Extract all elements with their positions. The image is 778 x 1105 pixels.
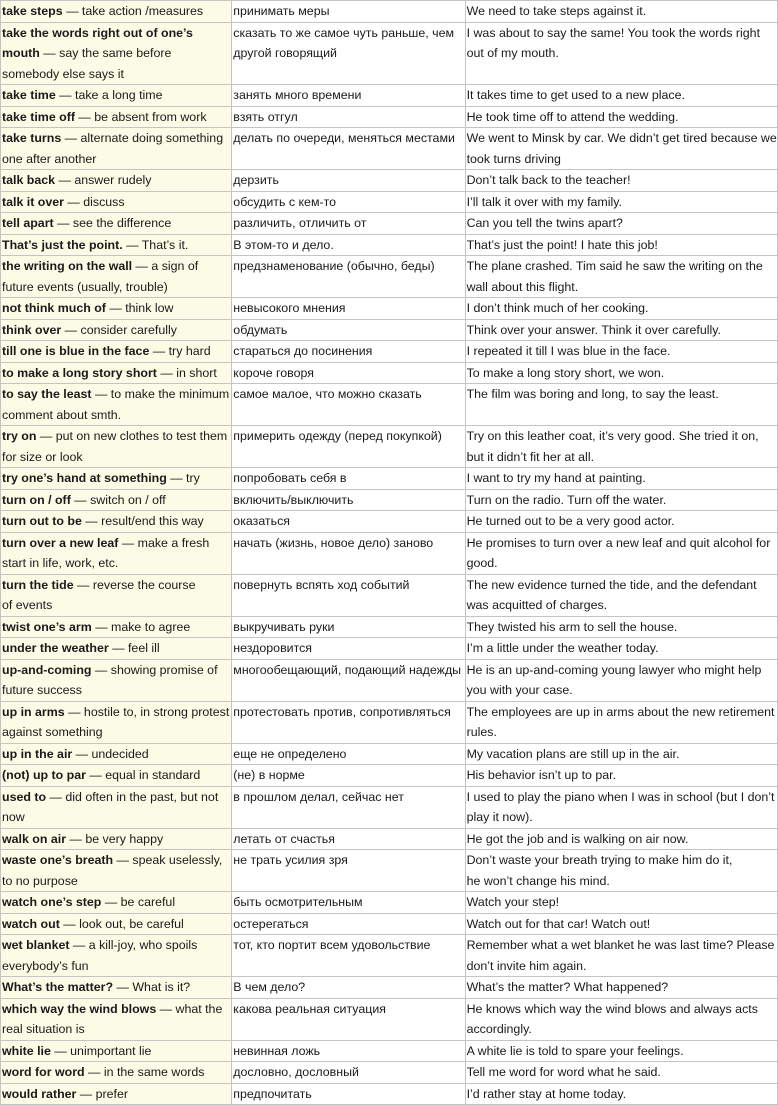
- idiom-cell: [1, 850, 232, 892]
- table-row: [1, 850, 778, 892]
- example-sentence-cell: [465, 1083, 777, 1105]
- idiom-definition: — in the same words: [84, 1065, 205, 1079]
- example-sentence: I repeated it till I was blue in the face.: [466, 344, 671, 358]
- example-sentence: It takes time to get used to a new place.: [466, 88, 685, 102]
- example-sentence-cell: [465, 616, 777, 638]
- example-sentence-cell: [465, 765, 777, 787]
- idiom-definition: — switch on / off: [70, 492, 166, 507]
- russian-translation: принимать меры: [232, 1, 465, 23]
- example-sentence-cell: [465, 213, 777, 235]
- russian-translation: начать (жизнь, новое дело) заново: [232, 532, 465, 574]
- table-row: [1, 786, 778, 828]
- example-sentence: Don’t talk back to the teacher!: [466, 173, 631, 187]
- russian-translation: остерегаться: [232, 913, 465, 935]
- table-row: [1, 234, 778, 256]
- idiom-term: used to: [2, 789, 47, 804]
- idiom-definition: — answer rudely: [55, 173, 152, 187]
- table-row: [1, 128, 778, 170]
- idiom-definition: — did often in the past, but not now: [2, 789, 219, 824]
- idiom-cell: [1, 977, 232, 999]
- idiom-cell: [1, 468, 232, 490]
- example-sentence-cell: [465, 511, 777, 533]
- russian-translation: дословно, дословный: [232, 1062, 465, 1084]
- example-sentence-cell: [465, 786, 777, 828]
- example-sentence: I’m a little under the weather today.: [466, 641, 659, 655]
- idiom-cell: [1, 1040, 232, 1062]
- example-sentence: I used to play the piano when I was in school (but I don’t play it now).: [466, 789, 775, 824]
- idiom-cell: [1, 828, 232, 850]
- example-sentence: He promises to turn over a new leaf and quit alcohol for good.: [466, 535, 771, 570]
- example-sentence: I don’t think much of her cooking.: [466, 301, 649, 315]
- russian-translation: (не) в норме: [232, 765, 465, 787]
- table-row: [1, 977, 778, 999]
- table-row: [1, 892, 778, 914]
- idiom-definition: — equal in standard: [85, 768, 201, 782]
- example-sentence: I’d rather stay at home today.: [466, 1086, 627, 1101]
- russian-translation: дерзить: [232, 170, 465, 192]
- idiom-term: waste one’s breath: [2, 853, 114, 867]
- table-row: [1, 998, 778, 1040]
- example-sentence: Tell me word for word what he said.: [466, 1065, 661, 1079]
- idiom-cell: [1, 128, 232, 170]
- idiom-definition: — try: [166, 471, 200, 485]
- russian-translation: короче говоря: [232, 362, 465, 384]
- idiom-cell: [1, 489, 232, 511]
- russian-translation: В чем дело?: [232, 977, 465, 999]
- example-sentence: Think over your answer. Think it over carefully.: [466, 322, 721, 337]
- idiom-term: take time off: [2, 109, 75, 124]
- table-row: [1, 701, 778, 743]
- idiom-term: What’s the matter?: [2, 980, 114, 994]
- idiom-term: try one’s hand at something: [2, 471, 167, 485]
- example-sentence-cell: [465, 468, 777, 490]
- example-sentence: Don’t waste your breath trying to make him do it,: [466, 853, 733, 867]
- idiom-definition: — be careful: [101, 895, 176, 909]
- table-row: [1, 659, 778, 701]
- idiom-term: That’s just the point.: [2, 237, 123, 252]
- table-row: [1, 532, 778, 574]
- example-sentence-cell: [465, 298, 777, 320]
- idiom-term: take time: [2, 88, 56, 102]
- example-sentence-cell: [465, 1, 777, 23]
- russian-translation: сказать то же самое чуть раньше, чем другой говорящий: [232, 22, 465, 85]
- example-sentence-cell: [465, 128, 777, 170]
- table-row: [1, 191, 778, 213]
- idiom-term: walk on air: [2, 831, 67, 846]
- example-sentence-cell: [465, 828, 777, 850]
- idiom-definition: — result/end this way: [81, 514, 204, 528]
- table-row: [1, 213, 778, 235]
- example-sentence-cell: [465, 1040, 777, 1062]
- idiom-cell: [1, 362, 232, 384]
- idiom-cell: [1, 256, 232, 298]
- example-sentence-cell: [465, 743, 777, 765]
- idiom-definition: — take action /measures: [62, 4, 204, 18]
- example-sentence-cell: [465, 362, 777, 384]
- idiom-definition: — speak uselessly,: [113, 853, 223, 867]
- table-row: [1, 426, 778, 468]
- idiom-definition: — That’s it.: [122, 237, 189, 252]
- idiom-definition: — consider carefully: [61, 322, 177, 337]
- idiom-term: talk it over: [2, 194, 64, 209]
- idiom-cell: [1, 106, 232, 128]
- example-sentence: That’s just the point! I hate this job!: [466, 237, 658, 252]
- table-row: [1, 298, 778, 320]
- idiom-cell: [1, 638, 232, 660]
- idiom-definition: — take a long time: [55, 88, 163, 102]
- idiom-definition: — what the real situation is: [2, 1001, 223, 1036]
- idiom-term: watch one’s step: [2, 895, 102, 909]
- table-row: [1, 489, 778, 511]
- idiom-definition: — unimportant lie: [50, 1043, 152, 1058]
- idiom-term: watch out: [2, 916, 60, 931]
- example-sentence: The new evidence turned the tide, and the defendant was acquitted of charges.: [466, 577, 757, 612]
- example-sentence-cell: [465, 234, 777, 256]
- idiom-term: (not) up to par: [2, 768, 86, 782]
- example-sentence-cell: [465, 638, 777, 660]
- example-sentence-cell: [465, 191, 777, 213]
- table-row: [1, 574, 778, 616]
- idiom-cell: [1, 384, 232, 426]
- russian-translation: повернуть вспять ход событий: [232, 574, 465, 616]
- example-sentence-cell: [465, 532, 777, 574]
- idiom-cell: [1, 1, 232, 23]
- table-row: [1, 319, 778, 341]
- example-sentence: He knows which way the wind blows and always acts accordingly.: [466, 1001, 758, 1036]
- table-row: [1, 170, 778, 192]
- idiom-cell: [1, 511, 232, 533]
- idiom-term: up in the air: [2, 746, 73, 761]
- russian-translation: быть осмотрительным: [232, 892, 465, 914]
- table-row: [1, 22, 778, 85]
- example-sentence-cell: [465, 913, 777, 935]
- example-sentence-cell: [465, 170, 777, 192]
- idiom-cell: [1, 616, 232, 638]
- idiom-term: which way the wind blows: [2, 1001, 157, 1016]
- idiom-cell: [1, 935, 232, 977]
- idiom-definition: — make to agree: [91, 619, 191, 634]
- example-sentence-cell: [465, 22, 777, 85]
- idiom-cell: [1, 765, 232, 787]
- idiom-definition: — see the difference: [53, 216, 172, 230]
- example-sentence: His behavior isn’t up to par.: [466, 768, 617, 782]
- idiom-cell: [1, 191, 232, 213]
- idiom-definition: — What is it?: [113, 980, 191, 994]
- idiom-cell: [1, 786, 232, 828]
- example-sentence-cell: [465, 85, 777, 107]
- table-row: [1, 85, 778, 107]
- idiom-term: till one is blue in the face: [2, 344, 150, 358]
- idiom-term: talk back: [2, 173, 56, 187]
- table-row: [1, 1, 778, 23]
- idiom-cell: [1, 341, 232, 363]
- example-sentence-cell: [465, 426, 777, 468]
- russian-translation: обдумать: [232, 319, 465, 341]
- example-sentence: The plane crashed. Tim said he saw the writing on the wall about this flight.: [466, 259, 763, 294]
- example-sentence: Watch your step!: [466, 895, 560, 909]
- example-sentence-cell: [465, 384, 777, 426]
- idiom-term: turn the tide: [2, 577, 74, 592]
- example-sentence-cell: [465, 850, 777, 892]
- idiom-definition: — put on new clothes to test them for size or look: [2, 429, 228, 464]
- russian-translation: в прошлом делал, сейчас нет: [232, 786, 465, 828]
- idiom-term: to make a long story short: [2, 365, 157, 380]
- idiom-definition: — a kill-joy, who spoils everybody’s fun: [2, 938, 198, 973]
- russian-translation: какова реальная ситуация: [232, 998, 465, 1040]
- idiom-definition: — feel ill: [108, 641, 160, 655]
- idiom-term: turn over a new leaf: [2, 535, 119, 550]
- russian-translation: тот, кто портит всем удовольствие: [232, 935, 465, 977]
- idiom-term: take steps: [2, 4, 63, 18]
- example-sentence-cell: [465, 977, 777, 999]
- example-sentence: Remember what a wet blanket he was last time? Please don’t invite him again.: [466, 938, 775, 973]
- russian-translation: протестовать против, сопротивляться: [232, 701, 465, 743]
- russian-translation: не трать усилия зря: [232, 850, 465, 892]
- table-row: [1, 913, 778, 935]
- example-sentence-cell: [465, 106, 777, 128]
- example-sentence: I was about to say the same! You took the words right out of my mouth.: [466, 25, 761, 60]
- table-row: [1, 765, 778, 787]
- idiom-cell: [1, 85, 232, 107]
- idiom-term: up in arms: [2, 704, 65, 719]
- example-sentence-cell: [465, 574, 777, 616]
- russian-translation: предпочитать: [232, 1083, 465, 1105]
- russian-translation: невысокого мнения: [232, 298, 465, 320]
- example-sentence: I’ll talk it over with my family.: [466, 194, 622, 209]
- idiom-definition: — look out, be careful: [59, 916, 184, 931]
- table-row: [1, 1083, 778, 1105]
- idiom-definition: — say the same before somebody else says it: [2, 46, 172, 81]
- idiom-term: the writing on the wall: [2, 259, 133, 273]
- idiom-term: twist one’s arm: [2, 619, 92, 634]
- russian-translation: выкручивать руки: [232, 616, 465, 638]
- idiom-term: wet blanket: [2, 938, 70, 952]
- table-row: [1, 616, 778, 638]
- example-sentence-cell: [465, 319, 777, 341]
- idiom-term: would rather: [2, 1086, 77, 1101]
- table-row: [1, 1040, 778, 1062]
- table-row: [1, 341, 778, 363]
- idiom-cell: [1, 170, 232, 192]
- idiom-definition: — showing promise of future success: [2, 662, 218, 697]
- idioms-table-body: [1, 1, 778, 1105]
- russian-translation: различить, отличить от: [232, 213, 465, 235]
- example-sentence-continued: he won’t change his mind.: [466, 873, 610, 888]
- example-sentence-cell: [465, 935, 777, 977]
- idiom-cell: [1, 998, 232, 1040]
- idiom-cell: [1, 701, 232, 743]
- russian-translation: занять много времени: [232, 85, 465, 107]
- table-row: [1, 638, 778, 660]
- idiom-cell: [1, 574, 232, 616]
- idiom-term: take the words right out of one’s mouth: [2, 25, 193, 60]
- russian-translation: В этом-то и дело.: [232, 234, 465, 256]
- russian-translation: самое малое, что можно сказать: [232, 384, 465, 426]
- idiom-term: take turns: [2, 131, 62, 145]
- example-sentence: I want to try my hand at painting.: [466, 471, 646, 485]
- russian-translation: включить/выключить: [232, 489, 465, 511]
- idiom-definition: — hostile to, in strong protest against something: [2, 704, 230, 739]
- example-sentence: A white lie is told to spare your feelings.: [466, 1043, 684, 1058]
- example-sentence-cell: [465, 892, 777, 914]
- idiom-term: turn on / off: [2, 492, 71, 507]
- example-sentence: Turn on the radio. Turn off the water.: [466, 492, 667, 507]
- table-row: [1, 511, 778, 533]
- table-row: [1, 935, 778, 977]
- table-row: [1, 468, 778, 490]
- idiom-cell: [1, 426, 232, 468]
- example-sentence: Can you tell the twins apart?: [466, 216, 623, 230]
- russian-translation: попробовать себя в: [232, 468, 465, 490]
- table-row: [1, 256, 778, 298]
- example-sentence-cell: [465, 998, 777, 1040]
- idiom-cell: [1, 213, 232, 235]
- idiom-definition: — alternate doing something one after another: [2, 131, 224, 166]
- idiom-term: under the weather: [2, 641, 109, 655]
- example-sentence-cell: [465, 659, 777, 701]
- example-sentence: He turned out to be a very good actor.: [466, 514, 675, 528]
- idiom-cell: [1, 532, 232, 574]
- table-row: [1, 828, 778, 850]
- example-sentence: To make a long story short, we won.: [466, 365, 665, 380]
- example-sentence: He took time off to attend the wedding.: [466, 109, 679, 124]
- idiom-cell: [1, 743, 232, 765]
- idiom-cell: [1, 913, 232, 935]
- idiom-definition: — be absent from work: [74, 109, 207, 124]
- example-sentence: The employees are up in arms about the new retirement rules.: [466, 704, 775, 739]
- example-sentence: We went to Minsk by car. We didn’t get tired because we took turns driving: [466, 131, 777, 166]
- idiom-term: tell apart: [2, 216, 54, 230]
- idiom-cell: [1, 22, 232, 85]
- russian-translation: невинная ложь: [232, 1040, 465, 1062]
- idiom-definition: — to make the minimum comment about smth.: [2, 387, 230, 422]
- example-sentence: He got the job and is walking on air now.: [466, 831, 689, 846]
- table-row: [1, 384, 778, 426]
- russian-translation: многообещающий, подающий надежды: [232, 659, 465, 701]
- idiom-definition-continued: to no purpose: [2, 873, 78, 888]
- idiom-term: turn out to be: [2, 514, 82, 528]
- russian-translation: предзнаменование (обычно, беды): [232, 256, 465, 298]
- idiom-term: try on: [2, 429, 37, 443]
- idiom-term: think over: [2, 322, 62, 337]
- idiom-cell: [1, 659, 232, 701]
- idiom-definition: — a sign of future events (usually, trouble): [2, 259, 199, 294]
- example-sentence: He is an up-and-coming young lawyer who might help you with your case.: [466, 662, 762, 697]
- idiom-definition-continued: of events: [2, 598, 53, 612]
- idiom-definition: — reverse the course: [73, 577, 196, 592]
- idiom-cell: [1, 1083, 232, 1105]
- russian-translation: делать по очереди, меняться местами: [232, 128, 465, 170]
- idiom-cell: [1, 319, 232, 341]
- russian-translation: оказаться: [232, 511, 465, 533]
- example-sentence: Try on this leather coat, it’s very good. She tried it on, but it didn’t fit her at all.: [466, 429, 759, 464]
- idiom-term: white lie: [2, 1043, 51, 1058]
- russian-translation: нездоровится: [232, 638, 465, 660]
- idiom-definition: — make a fresh start in life, work, etc.: [2, 535, 210, 570]
- idiom-term: word for word: [2, 1065, 85, 1079]
- idiom-definition: — prefer: [76, 1086, 129, 1101]
- table-row: [1, 106, 778, 128]
- idiom-cell: [1, 234, 232, 256]
- idiom-definition: — in short: [156, 365, 217, 380]
- idiom-definition: — be very happy: [66, 831, 164, 846]
- example-sentence: We need to take steps against it.: [466, 4, 647, 18]
- russian-translation: примерить одежду (перед покупкой): [232, 426, 465, 468]
- idiom-term: to say the least: [2, 387, 92, 401]
- example-sentence: They twisted his arm to sell the house.: [466, 619, 678, 634]
- idiom-definition: — discuss: [63, 194, 125, 209]
- example-sentence-cell: [465, 489, 777, 511]
- table-row: [1, 362, 778, 384]
- table-row: [1, 743, 778, 765]
- example-sentence: What’s the matter? What happened?: [466, 980, 669, 994]
- example-sentence: The film was boring and long, to say the least.: [466, 387, 719, 401]
- idiom-term: up-and-coming: [2, 662, 92, 677]
- example-sentence-cell: [465, 256, 777, 298]
- example-sentence-cell: [465, 341, 777, 363]
- russian-translation: взять отгул: [232, 106, 465, 128]
- idiom-cell: [1, 298, 232, 320]
- russian-translation: обсудить с кем-то: [232, 191, 465, 213]
- example-sentence: My vacation plans are still up in the air.: [466, 746, 680, 761]
- idiom-definition: — try hard: [149, 344, 211, 358]
- idiom-term: not think much of: [2, 301, 106, 315]
- russian-translation: еще не определено: [232, 743, 465, 765]
- idiom-cell: [1, 892, 232, 914]
- example-sentence: Watch out for that car! Watch out!: [466, 916, 651, 931]
- example-sentence-cell: [465, 701, 777, 743]
- russian-translation: стараться до посинения: [232, 341, 465, 363]
- idiom-definition: — think low: [105, 301, 174, 315]
- idiom-definition: — undecided: [72, 746, 149, 761]
- russian-translation: летать от счастья: [232, 828, 465, 850]
